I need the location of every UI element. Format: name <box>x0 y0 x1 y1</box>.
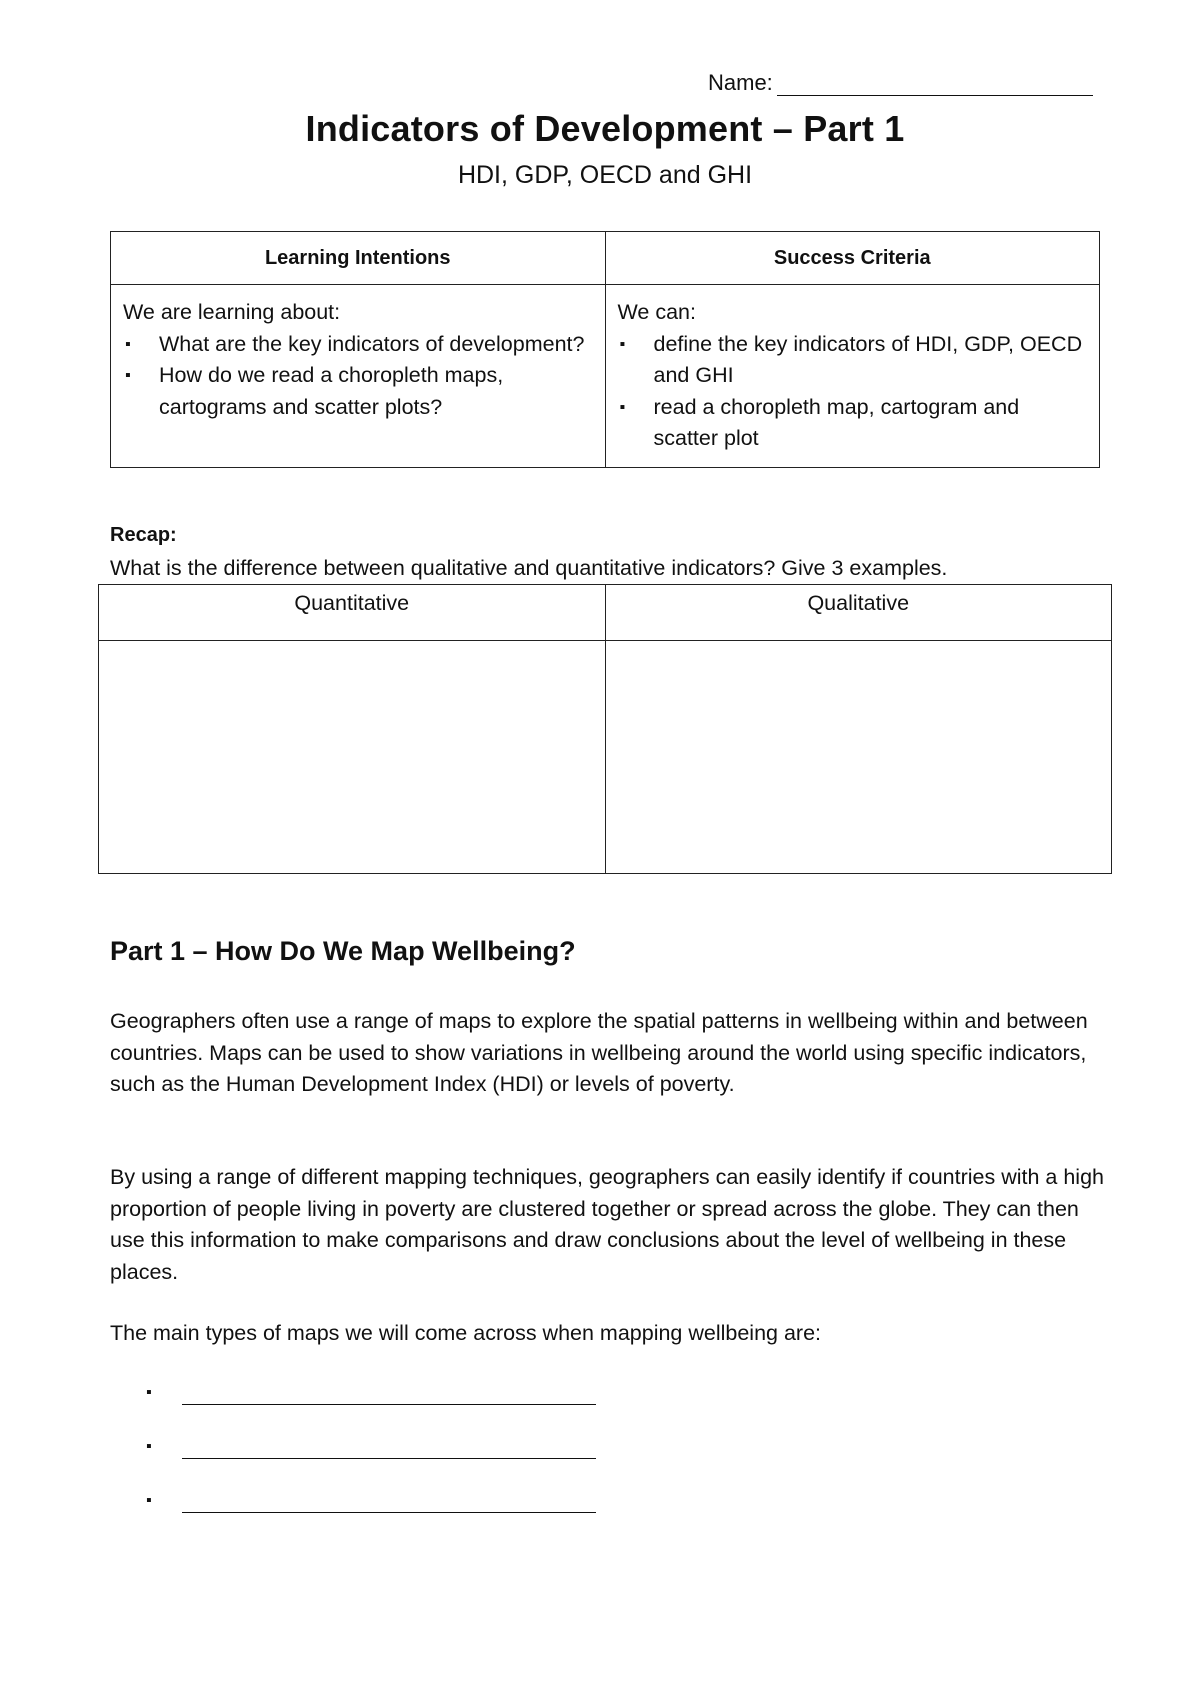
learning-intro: We are learning about: <box>123 300 341 324</box>
answer-blank-line[interactable] <box>182 1512 596 1513</box>
recap-label: Recap: <box>110 524 177 546</box>
list-item: ▪ What are the key indicators of development? <box>123 329 595 361</box>
square-bullet-icon: ▪ <box>146 1438 152 1455</box>
learning-list <box>123 329 595 424</box>
answer-blank-line[interactable] <box>182 1458 596 1459</box>
paragraph-2: By using a range of different mapping techniques, geographers can easily identify if countries with a high proportion of people living in poverty are clustered together or spread across the globe. They can then use this information to make comparisons and draw conclusions about the level of wellbeing in these places. <box>110 1165 1104 1284</box>
page-title: Indicators of Development – Part 1 <box>305 108 905 149</box>
page-subtitle: HDI, GDP, OECD and GHI <box>457 161 753 189</box>
indicator-types-table <box>98 584 1112 874</box>
learning-intentions-cell <box>111 285 606 468</box>
paragraph-1: Geographers often use a range of maps to explore the spatial patterns in wellbeing within and between countries. Maps can be used to show variations in wellbeing around the world using specific indicators, such as the Human Development Index (HDI) or levels of poverty. <box>110 1009 1088 1096</box>
learning-intentions-heading: Learning Intentions <box>111 232 606 285</box>
success-criteria-heading: Success Criteria <box>605 232 1100 285</box>
paragraph-3: The main types of maps we will come across when mapping wellbeing are: <box>110 1321 822 1345</box>
answer-blank-line[interactable] <box>182 1404 596 1405</box>
square-bullet-icon: ▪ <box>146 1384 152 1401</box>
name-label: Name: <box>708 70 773 95</box>
name-blank-line[interactable] <box>777 75 1093 96</box>
success-list <box>618 329 1090 455</box>
quantitative-answer-cell[interactable] <box>99 641 606 874</box>
recap-question: What is the difference between qualitative and quantitative indicators? Give 3 examples. <box>110 556 948 580</box>
success-criteria-cell <box>605 285 1100 468</box>
success-intro: We can: <box>617 300 696 324</box>
list-item: ▪ read a choropleth map, cartogram and scatter plot <box>618 392 1090 455</box>
list-item: ▪ How do we read a choropleth maps, cartograms and scatter plots? <box>123 360 595 423</box>
square-bullet-icon: ▪ <box>146 1492 152 1509</box>
part1-heading: Part 1 – How Do We Map Wellbeing? <box>110 936 576 966</box>
qualitative-heading: Qualitative <box>605 585 1112 641</box>
list-item: ▪ define the key indicators of HDI, GDP, OECD and GHI <box>618 329 1090 392</box>
name-field <box>708 70 1093 96</box>
intentions-table <box>110 231 1100 468</box>
qualitative-answer-cell[interactable] <box>605 641 1112 874</box>
quantitative-heading: Quantitative <box>99 585 606 641</box>
